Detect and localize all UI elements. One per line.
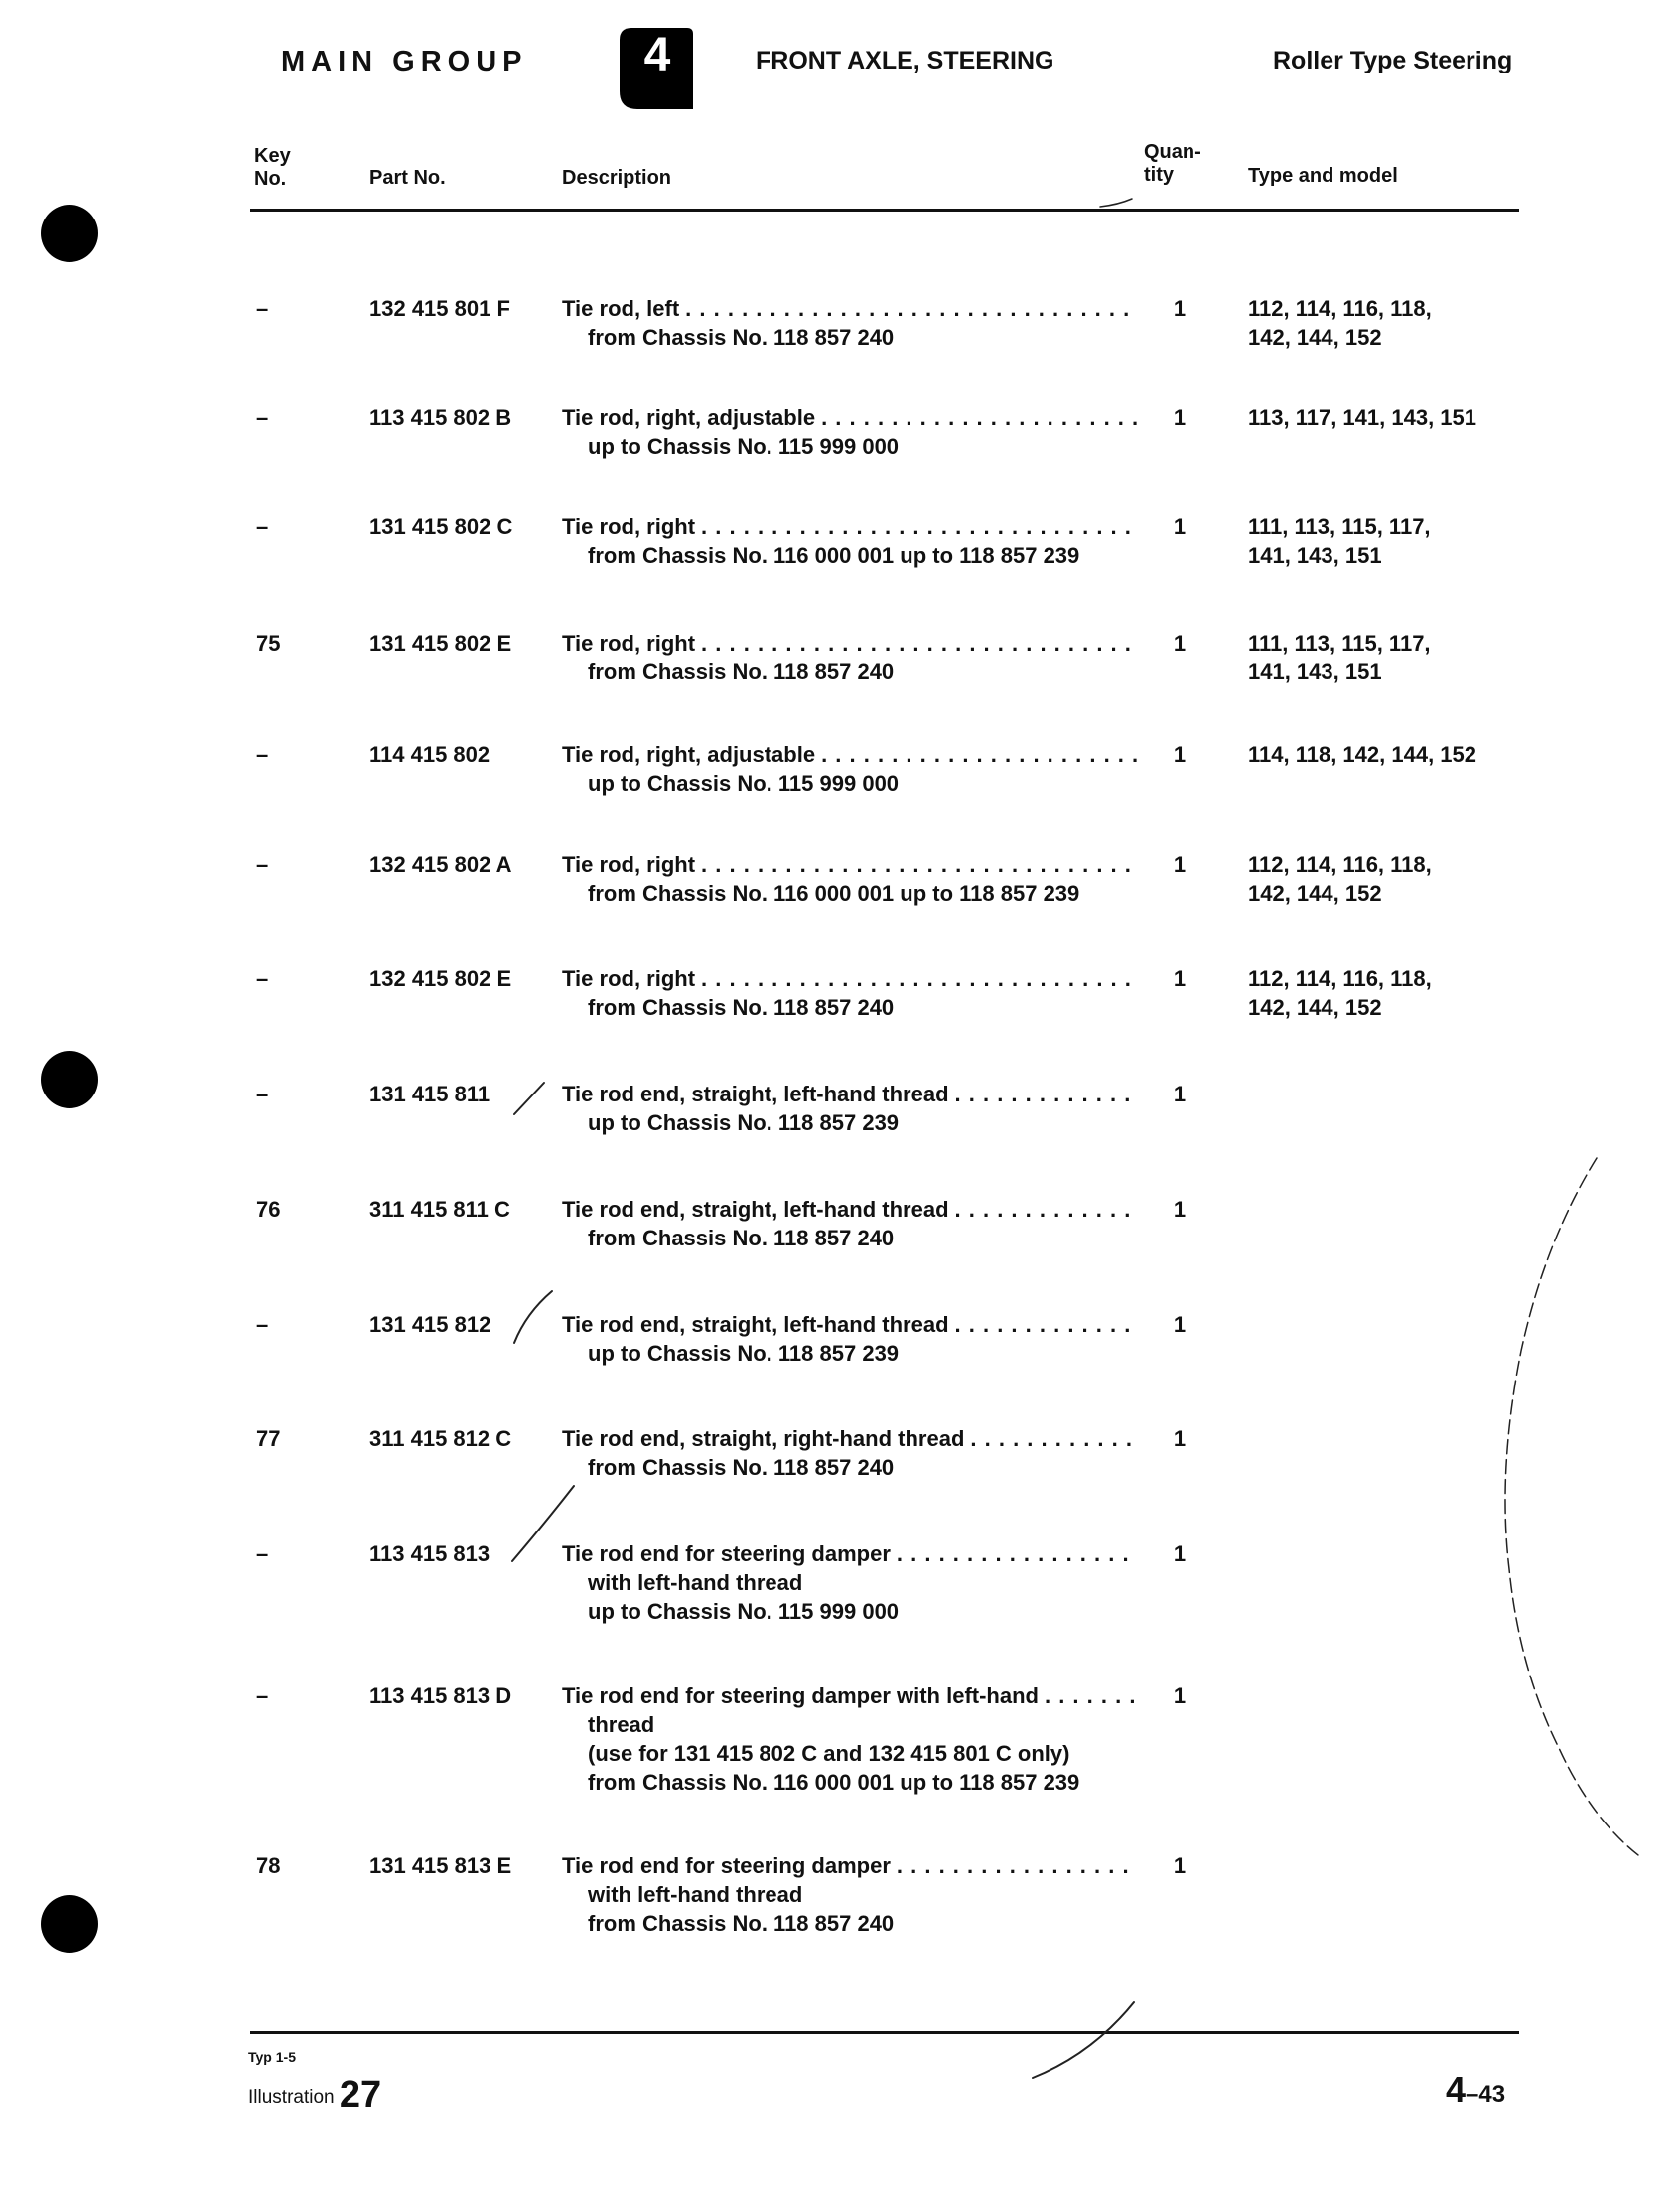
page-title: FRONT AXLE, STEERING bbox=[756, 47, 1054, 74]
key-number: – bbox=[256, 1312, 269, 1337]
illustration-label: Illustration bbox=[248, 2087, 335, 2108]
quantity: 1 bbox=[1173, 742, 1187, 767]
description-detail: with left-hand thread bbox=[588, 1882, 803, 1907]
description-detail: (use for 131 415 802 C and 132 415 801 C only) bbox=[588, 1741, 1070, 1766]
part-number: 114 415 802 bbox=[369, 742, 490, 767]
type-and-model: 112, 114, 116, 118, 142, 144, 152 bbox=[1248, 852, 1432, 906]
group-number: 4 bbox=[643, 29, 671, 81]
main-group-label: MAIN GROUP bbox=[281, 46, 528, 77]
description-detail: up to Chassis No. 118 857 239 bbox=[588, 1110, 900, 1135]
key-number: – bbox=[256, 405, 269, 430]
quantity: 1 bbox=[1173, 966, 1187, 991]
description-detail: from Chassis No. 118 857 240 bbox=[588, 1911, 895, 1936]
type-and-model: 112, 114, 116, 118, 142, 144, 152 bbox=[1248, 966, 1432, 1020]
description-main: Tie rod end, straight, left-hand thread bbox=[562, 1312, 949, 1337]
description-detail: from Chassis No. 118 857 240 bbox=[588, 659, 895, 684]
quantity: 1 bbox=[1173, 631, 1187, 656]
description-main: Tie rod, right bbox=[562, 631, 696, 656]
quantity: 1 bbox=[1173, 296, 1187, 321]
part-number: 131 415 802 E bbox=[369, 631, 512, 656]
type-and-model: 111, 113, 115, 117, 141, 143, 151 bbox=[1248, 514, 1431, 568]
description-detail: up to Chassis No. 115 999 000 bbox=[588, 771, 900, 796]
description-main: Tie rod end for steering damper bbox=[562, 1853, 891, 1878]
type-and-model: 111, 113, 115, 117, 141, 143, 151 bbox=[1248, 631, 1431, 684]
quantity: 1 bbox=[1173, 1197, 1187, 1222]
column-header-quantity: Quan- tity bbox=[1144, 141, 1201, 186]
quantity: 1 bbox=[1173, 1426, 1187, 1451]
section-title: Roller Type Steering bbox=[1273, 47, 1513, 74]
quantity: 1 bbox=[1173, 514, 1187, 539]
page-section: 4 bbox=[1446, 2069, 1467, 2110]
description-main: Tie rod, right, adjustable bbox=[562, 405, 816, 430]
part-number: 113 415 802 B bbox=[369, 405, 512, 430]
part-number: 131 415 811 bbox=[369, 1082, 490, 1106]
quantity: 1 bbox=[1173, 1853, 1187, 1878]
column-header-key: Key No. bbox=[254, 145, 291, 190]
quantity: 1 bbox=[1173, 1541, 1187, 1566]
part-number: 311 415 811 C bbox=[369, 1197, 510, 1222]
description-detail: from Chassis No. 116 000 001 up to 118 857 239 bbox=[588, 1770, 1080, 1795]
part-number: 131 415 802 C bbox=[369, 514, 513, 539]
key-number: – bbox=[256, 966, 269, 991]
description-detail: thread bbox=[588, 1712, 655, 1737]
quantity: 1 bbox=[1173, 1683, 1187, 1708]
description-main: Tie rod, right, adjustable bbox=[562, 742, 816, 767]
key-number: – bbox=[256, 514, 269, 539]
key-number: 76 bbox=[256, 1197, 281, 1222]
description-detail: from Chassis No. 118 857 240 bbox=[588, 325, 895, 350]
description-main: Tie rod, right bbox=[562, 852, 696, 877]
description-main: Tie rod end, straight, left-hand thread bbox=[562, 1197, 949, 1222]
description-detail: from Chassis No. 118 857 240 bbox=[588, 1226, 895, 1250]
description-main: Tie rod end for steering damper with left-hand bbox=[562, 1683, 1039, 1708]
part-number: 131 415 813 E bbox=[369, 1853, 512, 1878]
part-number: 311 415 812 C bbox=[369, 1426, 512, 1451]
type-and-model: 114, 118, 142, 144, 152 bbox=[1248, 742, 1477, 767]
key-number: – bbox=[256, 1683, 269, 1708]
description-detail: up to Chassis No. 115 999 000 bbox=[588, 434, 900, 459]
description-main: Tie rod, right bbox=[562, 514, 696, 539]
description-detail: up to Chassis No. 118 857 239 bbox=[588, 1341, 900, 1366]
key-number: 77 bbox=[256, 1426, 281, 1451]
key-number: 78 bbox=[256, 1853, 281, 1878]
description-main: Tie rod end, straight, right-hand thread bbox=[562, 1426, 965, 1451]
part-number: 132 415 802 A bbox=[369, 852, 512, 877]
part-number: 113 415 813 bbox=[369, 1541, 490, 1566]
quantity: 1 bbox=[1173, 1312, 1187, 1337]
quantity: 1 bbox=[1173, 405, 1187, 430]
quantity: 1 bbox=[1173, 1082, 1187, 1106]
part-number: 131 415 812 bbox=[369, 1312, 491, 1337]
description-main: Tie rod end, straight, left-hand thread bbox=[562, 1082, 949, 1106]
description-main: Tie rod end for steering damper bbox=[562, 1541, 891, 1566]
key-number: – bbox=[256, 296, 269, 321]
key-number: – bbox=[256, 1082, 269, 1106]
type-note: Typ 1-5 bbox=[248, 2049, 296, 2065]
description-detail: up to Chassis No. 115 999 000 bbox=[588, 1599, 900, 1624]
description-detail: from Chassis No. 116 000 001 up to 118 857 239 bbox=[588, 881, 1080, 906]
part-number: 132 415 801 F bbox=[369, 296, 510, 321]
type-and-model: 113, 117, 141, 143, 151 bbox=[1248, 405, 1477, 430]
page-number: 4–43 bbox=[1446, 2069, 1506, 2110]
key-number: – bbox=[256, 852, 269, 877]
column-header-description: Description bbox=[562, 167, 672, 189]
description-detail: with left-hand thread bbox=[588, 1570, 803, 1595]
description-detail: from Chassis No. 118 857 240 bbox=[588, 995, 895, 1020]
quantity: 1 bbox=[1173, 852, 1187, 877]
description-main: Tie rod, left bbox=[562, 296, 680, 321]
description-main: Tie rod, right bbox=[562, 966, 696, 991]
part-number: 132 415 802 E bbox=[369, 966, 512, 991]
part-number: 113 415 813 D bbox=[369, 1683, 512, 1708]
column-header-type-model: Type and model bbox=[1248, 165, 1398, 187]
description-detail: from Chassis No. 116 000 001 up to 118 857 239 bbox=[588, 543, 1080, 568]
illustration-number: 27 bbox=[339, 2074, 382, 2115]
key-number: – bbox=[256, 742, 269, 767]
type-and-model: 112, 114, 116, 118, 142, 144, 152 bbox=[1248, 296, 1432, 350]
description-detail: from Chassis No. 118 857 240 bbox=[588, 1455, 895, 1480]
key-number: – bbox=[256, 1541, 269, 1566]
page-index: 43 bbox=[1478, 2081, 1506, 2108]
column-header-part-no: Part No. bbox=[369, 167, 446, 189]
key-number: 75 bbox=[256, 631, 281, 656]
